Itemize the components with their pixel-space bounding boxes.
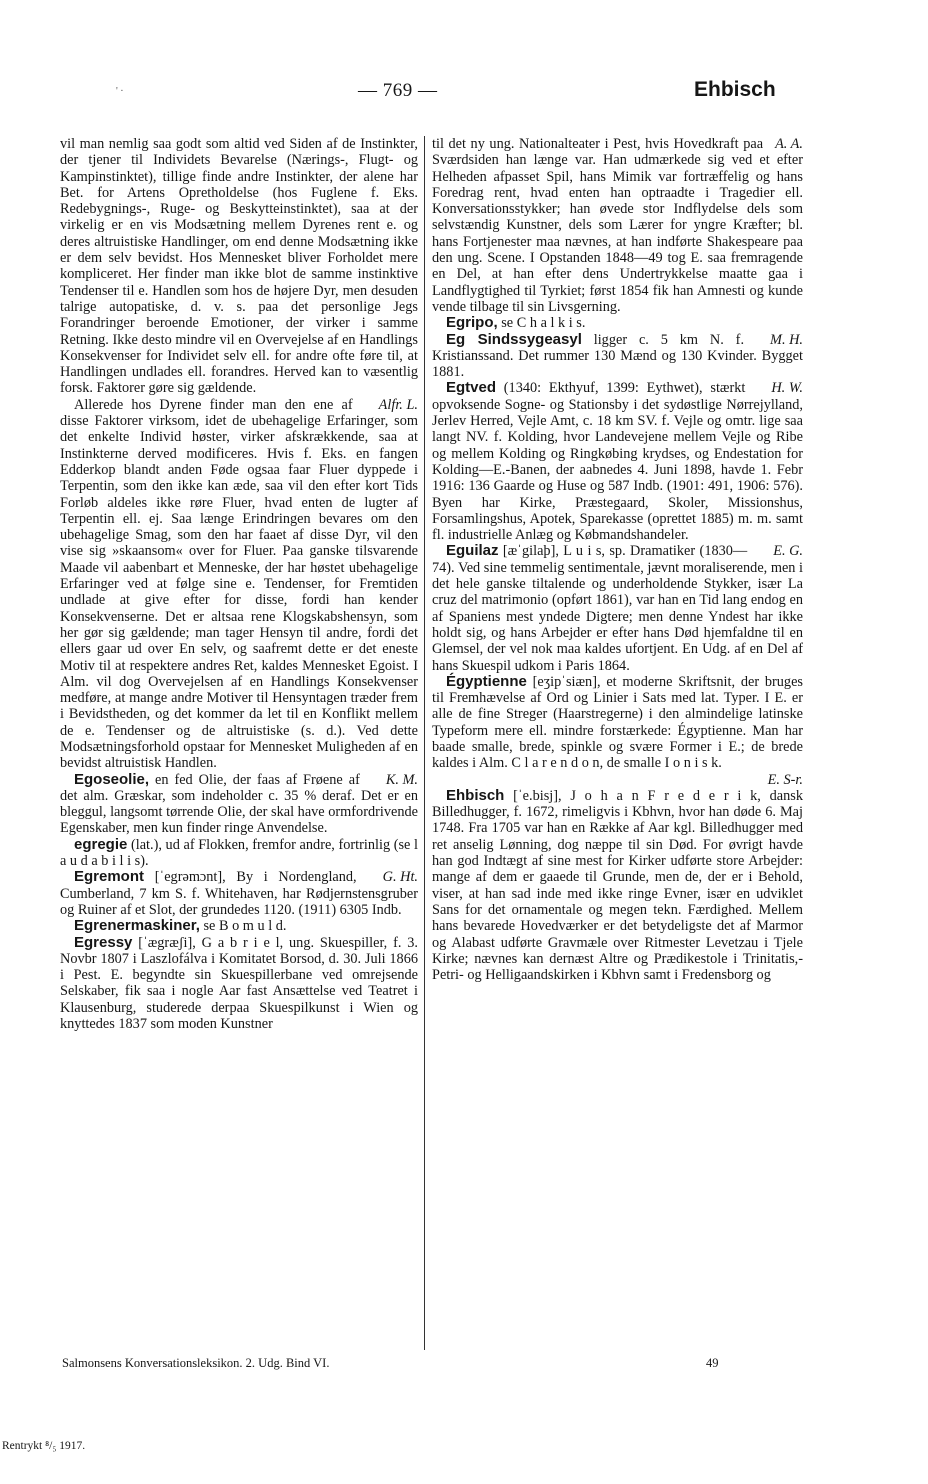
entry-headword: Égyptienne xyxy=(446,672,527,690)
entry-paragraph xyxy=(432,136,803,315)
dictionary-entry xyxy=(60,918,418,934)
dictionary-entry xyxy=(432,788,803,984)
entry-signature: H. W. xyxy=(771,380,803,397)
dictionary-entry xyxy=(60,772,418,837)
entry-headword: Egripo, xyxy=(446,314,498,332)
entry-headword: Ehbisch xyxy=(446,786,505,804)
entry-text: (1340: Ekthyuf, 1399: Eythwet), stærkt opvoksende Sogne- og Stationsby i det sydøstlige Nørrejylland, Jerlev Herred, Vejle Amt, c. 18 km SV. f. Vejle og omtr. lige saa langt NV. f. Kolding, hvor Landevejene mellem Vejle og Ribe og mellem Kolding og Ringkøbing krydses, og Endestation for Kolding—E.-Banen, der aabnedes 4. Juni 1898, havde 1. Febr 1916: 136 Gaarde og Huse og 587 Indb. (1901: 491, 1906: 576). Byen har Kirke, Præstegaard, Skoler, Missionshus, Forsamlingshus, Apotek, Sparekasse (oprettet 1885) m. m. samt fl. industrielle Anlæg og Købmandshandeler. xyxy=(432,380,803,544)
entry-text: [ˈe.bisj], J o h a n F r e d e r i k, dansk Billedhugger, f. 1672, rimeligvis i Kbhvn, hvor han døde 6. Maj 1748. Fra 1705 var han en Række af Aar kgl. Billedhugger med ret anselig Lønning, dog næppe til sin Død. For øvrigt havde han god Indtægt af sine mest for Kirker udførte store Arbejder: mange af dem er gaaede til Grunde, men de, der er i Behold, viser, at han sad inde med ikke ringe Evner, især en udviklet Sans for det ornamentale og megen tekn. Færdighed. Mellem hans bevarede Hovedværker er det betydeligste det af Marmor og Alabast udførte Gravmæle over Ritmester Levetzau i Tjele Kirke; nævnes kan dernæst Altre og Prædikestole i Trinitatis,- Petri- og Helligaandskirken i Kbhvn samt i Fredensborg og xyxy=(432,787,803,984)
entry-paragraph xyxy=(60,397,418,772)
entry-text: til det ny ung. Nationalteater i Pest, hvis Hovedkraft paa Sværdsiden han længe var. Han udmærkede sig ved et efter Helheden afpasset Spil, hans Mimik var fortræffelig og hans Foredrag rent, hvad enten han optraadte i Tragedier ell. Konversationsstykker; han øvede stor Indflydelse dels som selvstændig Kunstner, dels som Lærer for yngre Kræfter; bl. hans Fortjenester maa nævnes, at han indførte Shakespeare paa den ung. Scene. I Opstanden 1848—49 tog E. saa fremragende en Del, at han efter dens Undertrykkelse maatte gaa i Landflygtighed til Tyrkiet; først 1854 fik han Amnesti og kunde vende tilbage til sin Livsgerning. xyxy=(432,136,803,315)
dictionary-entry xyxy=(432,674,803,772)
running-headword: Ehbisch xyxy=(694,78,776,101)
header-speck: ' · xyxy=(116,86,124,97)
left-column xyxy=(60,136,418,1032)
entry-text: se B o m u l d. xyxy=(199,918,287,935)
entry-headword: Egremont xyxy=(74,868,145,886)
entry-signature: E. S-r. xyxy=(767,771,803,788)
entry-text: [ˈegrəmɔnt], By i Nordengland, Cumberland, 7 km S. f. Whitehaven, har Rødjernstensgruber og Ruiner af et Slot, der grundedes 1120. (1911) 6305 Indb. xyxy=(60,869,418,918)
footer-signature-number: 49 xyxy=(706,1356,719,1370)
entry-signature: E. G. xyxy=(773,543,803,560)
column-divider xyxy=(424,136,425,1350)
entry-signature: M. H. xyxy=(770,331,803,348)
entry-text: ligger c. 5 km N. f. Kristianssand. Det rummer 130 Mænd og 130 Kvinder. Bygget 1881. xyxy=(432,331,803,381)
entry-text: (lat.), ud af Flokken, fremfor andre, fortrinlig (se l a u d a b i l i s). xyxy=(60,836,418,870)
entry-signature: K. M. xyxy=(385,771,418,788)
page-number: — 769 — xyxy=(358,80,438,101)
entry-signature: Alfr. L. xyxy=(378,396,418,413)
entry-text: [ˈægræʃi], G a b r i e l, ung. Skuespiller, f. 3. Novbr 1807 i Laszlofálva i Komitatet Borsod, d. 30. Juli 1866 i Pest. E. begyndte sin Skuespillerbane ved omrejsende Selskaber, fik saa i nogle Aar fast Ansættelse ved Teatret i Klausenburg, studerede derpaa Skuespilkunst i Wien og knyttedes 1837 som moden Kunstner xyxy=(60,934,418,1033)
dictionary-entry xyxy=(432,543,803,673)
entry-text: se C h a l k i s. xyxy=(497,315,586,332)
entry-text: [æˈgilaþ], L u i s, sp. Dramatiker (1830—74). Ved sine temmelig sentimentale, jævnt moraliserende, men i det hele ganske tiltalende og underholdende Stykker, især La cruz del matrimonio (opført 1861), var han en Tid lang endog en af Spaniens mest yndede Digtere; men denne Yndest har ikke holdt sig, og hans Arbejder er efter hans Død hjemfaldne til en Glemsel, der vel nok maa kaldes ufortjent. En Udg. af en Del af hans Skuespil udkom i Paris 1864. xyxy=(432,543,803,674)
dictionary-entry xyxy=(432,332,803,381)
page-header xyxy=(0,78,928,108)
right-column xyxy=(432,136,803,983)
entry-signature: G. Ht. xyxy=(382,869,418,886)
entry-text: vil man nemlig saa godt som altid ved Siden af de Instinkter, der tjener til Individets Bevarelse (Nærings-, Flugt- og Kampinstinktet), tillige finde andre Instinkter, der alene har Bet. for Artens Opretholdelse (hos Fuglene f. Eks. Redebygnings-, Ruge- og Beskytteinstinktet), saa at der virkelig er en vis Modsætning mellem Dyrenes rent e. og deres altruistiske Handlinger, om end denne Modsætning ikke er dem selv bevidst. Hos Mennesket bliver Forholdet mere kompliceret. Her finder man ikke blot de samme instinktive Tendenser til e. Handlen som hos de højere Dyr, men desuden talrige autopatiske, d. v. s. paa det personlige Jegs Forandringer beroende Emotioner, der virker i samme Retning. Ikke desto mindre vil en Overvejelse af en Handlings Konsekvenser for Individet selv ell. for andre ofte føre til, at Handlingen undlades ell. forandres. Herved kan to væsentlig forsk. Faktorer gøre sig gældende. xyxy=(60,136,418,397)
footer-publication: Salmonsens Konversationsleksikon. 2. Udg. Bind VI. xyxy=(62,1356,330,1370)
dictionary-entry xyxy=(60,837,418,870)
dictionary-entry xyxy=(60,935,418,1033)
reprint-note: Rentrykt ⁸/₅ 1917. xyxy=(2,1440,86,1452)
entry-headword: Eg Sindssygeasyl xyxy=(446,330,582,348)
dictionary-entry xyxy=(432,315,803,331)
entry-text: [eʒipˈsiæn], et moderne Skriftsnit, der bruges til Fremhævelse af Ord og Linier i Sats med lat. Typer. I E. er alle de fine Streger (Haarstregerne) i den almindelige latinske Typeform mere ell. mindre forstærkede: Égyptienne. Man har baade smalle, brede, spinkle og svære Former i E.; de brede kaldes i Alm. C l a r e n d o n, de smalle I o n i s k. xyxy=(432,673,803,772)
entry-text: Allerede hos Dyrene finder man den ene af disse Faktorer virksom, idet de ubehagelige Erfaringer, som det enkelte Individ høster, virker afskrækkende, saa at Instinkterne derved modificeres. Hvis f. Eks. en fangen Edderkop blandt anden Føde ogsaa faar Fluer dyppede i Terpentin, som den ikke kan æde, saa vil den efter kort Tids Forløb aldeles ikke røre Fluer, hvad enten de lugter af Terpentin ell. ej. Saa længe Erindringen bevares om den ubehagelige Smag, som den har faaet af disse Dyr, vil den vise sig »skaansom« over for Fluer. Paa ganske tilsvarende Maade vil aabenbart et Menneske, der har høstet ubehagelige Erfaringer ved at følge sine e. Tendenser, for Fremtiden undlade at give efter for disse, fordi han kender Konsekvenserne. Det er altsaa rene Klogskabshensyn, som her gør sig gældende; man tager Hensyn til andre, fordi det ellers gaar ud over En selv, og saafremt dette er det eneste Motiv til at respektere andres Ret, kaldes Mennesket Egoist. I Alm. vil dog Overvejelsen af en Handlings Konsekvenser medføre, at mange andre Motiver til Hensyntagen træder frem i Bevidstheden, og det kommer da let til en Konflikt mellem de e. Tendenser og de altruistiske (s. d.). Ved dette Modsætningsforhold opstaar for Mennesket Muligheden af en bevidst altruistisk Handlen. xyxy=(60,396,418,772)
entry-signature: A. A. xyxy=(775,136,803,152)
entry-headword: egregie xyxy=(74,835,128,853)
entry-text: en fed Olie, der faas af Frøene af det alm. Græskar, som indeholder c. 35 % deraf. Det er en bleggul, langsomt tørrende Olie, der skal have ormfordrivende Egenskaber, men kun finder ringe Anvendelse. xyxy=(60,771,418,837)
entry-headword: Egressy xyxy=(74,933,133,951)
dictionary-entry xyxy=(432,380,803,543)
entry-headword: Egoseolie, xyxy=(74,770,150,788)
entry-headword: Egrenermaskiner, xyxy=(74,917,200,935)
entry-headword: Egtved xyxy=(446,379,497,397)
entry-headword: Eguilaz xyxy=(446,542,499,560)
dictionary-entry xyxy=(60,869,418,918)
entry-paragraph xyxy=(60,136,418,397)
